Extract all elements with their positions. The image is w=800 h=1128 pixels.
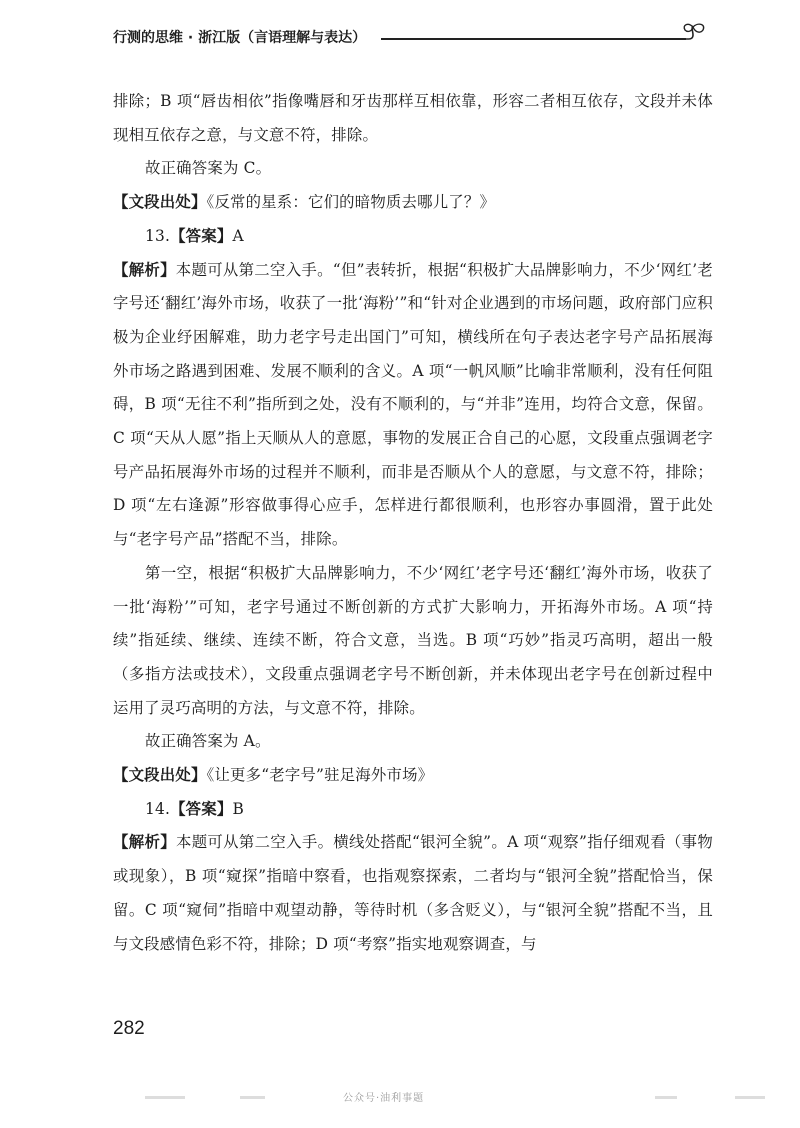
answer-label: 【答案】 — [170, 226, 233, 245]
question-number: 13. — [145, 226, 171, 245]
answer-conclusion-13: 故正确答案为 A。 — [145, 732, 271, 751]
question-number: 14. — [145, 799, 171, 818]
source-label: 【文段出处】 — [113, 766, 207, 785]
scan-artifact — [145, 1096, 185, 1099]
source-title: 《让更多“老字号”驻足海外市场》 — [206, 766, 434, 785]
source-line-13 — [113, 759, 713, 793]
answer-value: A — [232, 226, 244, 245]
analysis-label: 【解析】 — [113, 833, 176, 852]
analysis-paragraph-13 — [113, 254, 713, 557]
source-line-12 — [113, 186, 713, 220]
answer-heading-14 — [113, 793, 713, 827]
footer-watermark: 公众号·油利事题 — [343, 1093, 425, 1104]
answer-heading-13 — [113, 220, 713, 254]
analysis-paragraph-14 — [113, 826, 713, 961]
page-content — [113, 85, 713, 961]
header-title: 行测的思维 · 浙江版（言语理解与表达） — [113, 30, 367, 46]
scan-artifact — [240, 1096, 265, 1099]
sprout-icon — [675, 22, 715, 52]
analysis-label: 【解析】 — [113, 260, 176, 279]
header-rule — [381, 38, 686, 40]
source-label: 【文段出处】 — [113, 193, 207, 212]
analysis-text: 本题可从第二空入手。“但”表转折，根据“积极扩大品牌影响力，不少‘网红’老字号还‘翻红’海外市场，收获了一批‘海粉’”和“针对企业遇到的市场问题，政府部门应积极为企业纾困解难，助力老字号走出国门”可知，横线所在句子表达老字号产品拓展海外市场之路遇到困难、发展不顺利的含义。A 项“一帆风顺”比喻非常顺利，没有任何阻碍，B 项“无往不利”指所到之处，没有不顺利的，与“并非”连用，均符合文意，保留。C 项“天从人愿”指上天顺从人的意愿，事物的发展正合自己的心愿，文段重点强调老字号产品拓展海外市场的过程并不顺利，而非是否顺从个人的意愿，与文意不符，排除；D 项“左右逢源”形容做事得心应手，怎样进行都很顺利，也形容办事圆滑，置于此处与“老字号产品”搭配不当，排除。 — [113, 260, 713, 549]
scan-artifact — [655, 1096, 677, 1099]
page-number: 282 — [113, 1018, 145, 1039]
source-title: 《反常的星系：它们的暗物质去哪儿了？》 — [206, 193, 496, 212]
analysis-paragraph-13-first-blank: 第一空，根据“积极扩大品牌影响力，不少‘网红’老字号还‘翻红’海外市场，收获了一批‘海粉’”可知，老字号通过不断创新的方式扩大影响力，开拓海外市场。A 项“持续”指延续、继续、连续不断，符合文意，当选。B 项“巧妙”指灵巧高明，超出一般（多指方法或技术），文段重点强调老字号不断创新，并未体现出老字号在创新过程中运用了灵巧高明的方法，与文意不符，排除。 — [113, 563, 713, 717]
answer-label: 【答案】 — [170, 799, 233, 818]
analysis-text: 本题可从第二空入手。横线处搭配“银河全貌”。A 项“观察”指仔细观看（事物或现象），B 项“窥探”指暗中察看，也指观察探索，二者均与“银河全貌”搭配恰当，保留。C 项“窥伺”指暗中观望动静，等待时机（多含贬义），与“银河全貌”搭配不当，且与文段感情色彩不符，排除；D 项“考察”指实地观察调查，与 — [113, 833, 713, 953]
scan-artifact — [735, 1096, 765, 1099]
running-header — [113, 22, 713, 58]
answer-value: B — [232, 799, 244, 818]
paragraph-continuation: 排除；B 项“唇齿相依”指像嘴唇和牙齿那样互相依靠，形容二者相互依存，文段并未体现相互依存之意，与文意不符，排除。 — [113, 92, 713, 144]
answer-conclusion-12: 故正确答案为 C。 — [145, 159, 272, 178]
